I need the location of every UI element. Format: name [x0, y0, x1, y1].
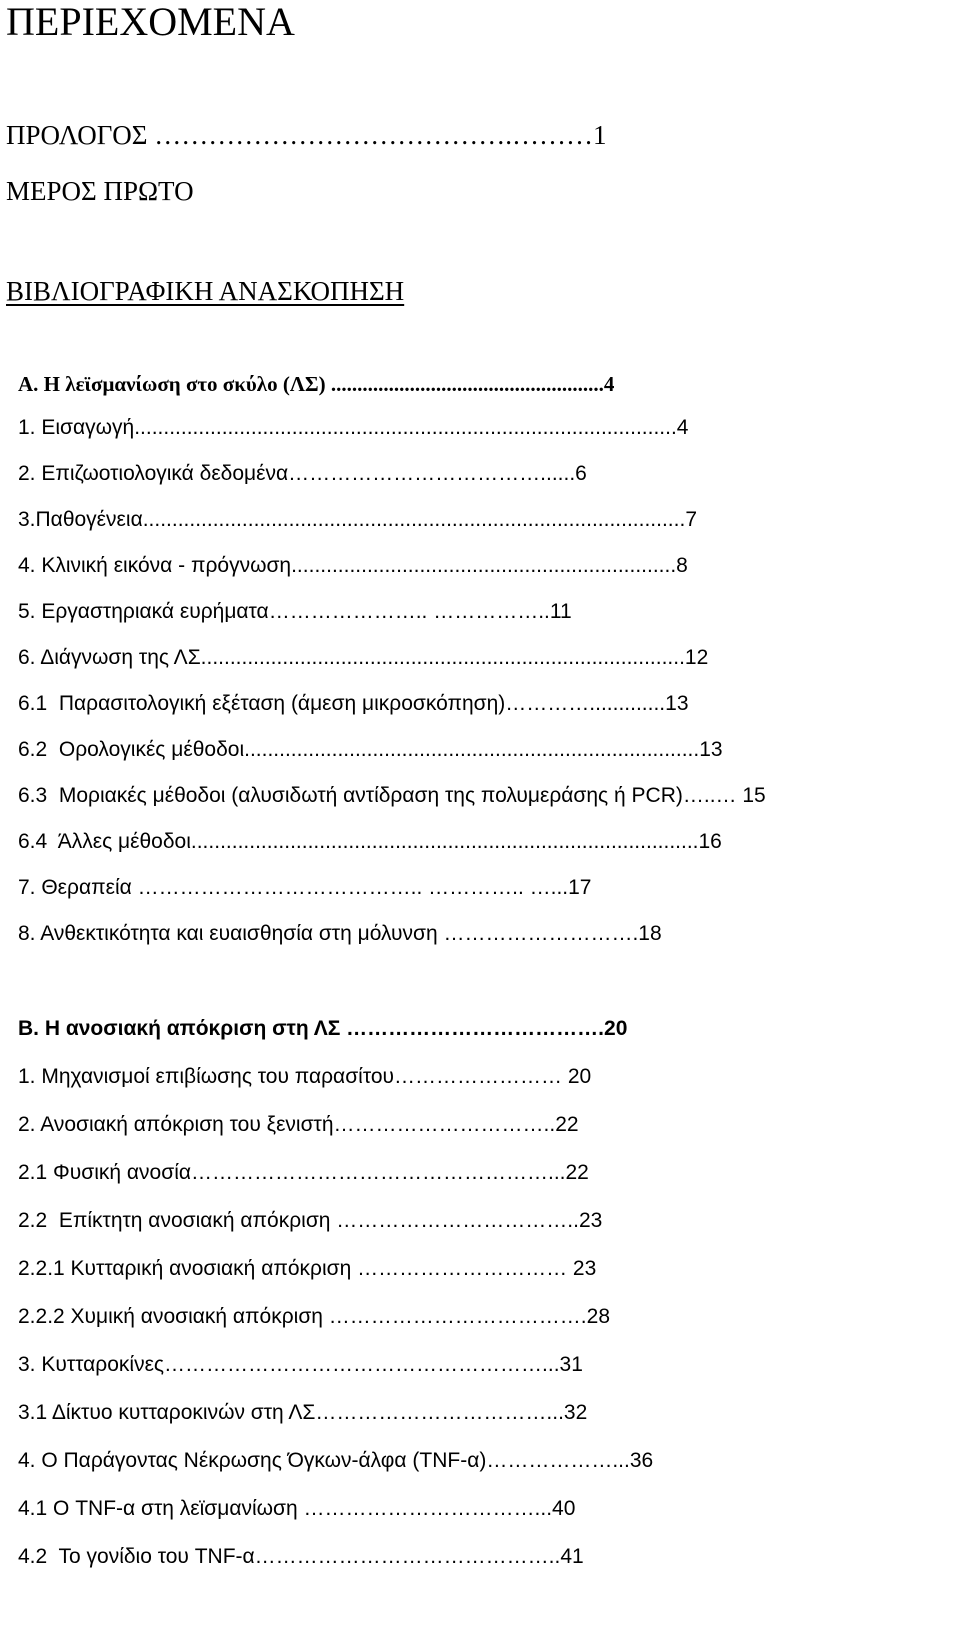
toc-entry[interactable]: 2.2.1 Κυτταρική ανοσιακή απόκριση ………………………… 23	[18, 1257, 597, 1280]
toc-entry[interactable]: 3.1 Δίκτυο κυτταροκινών στη ΛΣ……………………………...32	[18, 1401, 588, 1424]
toc-entry[interactable]: 7. Θεραπεία ………………………………….. ………….. …...17	[18, 876, 592, 899]
toc-entry[interactable]: 4.2 Το γονίδιο του TNF-α……………………………………..41	[18, 1545, 584, 1568]
toc-entry[interactable]: 8. Ανθεκτικότητα και ευαισθησία στη μόλυνση ……………………….18	[18, 922, 662, 945]
toc-entry[interactable]: 2.2.2 Χυμική ανοσιακή απόκριση ……………………………….28	[18, 1305, 610, 1328]
toc-entry[interactable]: 4. Κλινική εικόνα - πρόγνωση..................................................................8	[18, 554, 688, 577]
toc-entry[interactable]: 2. Επιζωοτιολογικά δεδομένα………………………………......6	[18, 462, 587, 485]
toc-section-a[interactable]: Α. Η λεϊσμανίωση στο σκύλο (ΛΣ) ....................................................4	[18, 372, 615, 396]
section-heading-review: ΒΙΒΛΙΟΓΡΑΦΙΚΗ ΑΝΑΣΚΟΠΗΣΗ	[6, 276, 405, 306]
toc-entry[interactable]: 6.3 Μοριακές μέθοδοι (αλυσιδωτή αντίδραση της πολυμεράσης ή PCR)…..… 15	[18, 784, 766, 807]
toc-entry[interactable]: 6.2 Ορολογικές μέθοδοι..............................................................................13	[18, 738, 723, 761]
toc-entry[interactable]: 6.1 Παρασιτολογική εξέταση (άμεση μικροσκόπηση)………….............13	[18, 692, 689, 715]
toc-entry-prologue[interactable]: ΠΡΟΛΟΓΟΣ ………………………………….………1	[6, 120, 607, 150]
toc-entry[interactable]: 1. Εισαγωγή.............................................................................................4	[18, 416, 689, 439]
toc-entry[interactable]: 5. Εργαστηριακά ευρήματα………………….. ……………..11	[18, 600, 572, 623]
page-title: ΠΕΡΙΕΧΟΜΕΝΑ	[6, 0, 295, 44]
toc-section-b[interactable]: Β. Η ανοσιακή απόκριση στη ΛΣ ……………………………….20	[18, 1017, 628, 1040]
toc-entry[interactable]: 2.1 Φυσική ανοσία……………………………………………...22	[18, 1161, 589, 1184]
toc-entry[interactable]: 4.1 Ο TNF-α στη λεϊσμανίωση ……………………………...40	[18, 1497, 576, 1520]
toc-entry[interactable]: 3. Κυτταροκίνες………………………………………………...31	[18, 1353, 583, 1376]
toc-entry[interactable]: 2.2 Επίκτητη ανοσιακή απόκριση ……………………………..23	[18, 1209, 603, 1232]
toc-entry[interactable]: 1. Μηχανισμοί επιβίωσης του παρασίτου…………………… 20	[18, 1065, 592, 1088]
toc-entry[interactable]: 4. Ο Παράγοντας Νέκρωσης Όγκων-άλφα (TNF-α)………………...36	[18, 1449, 654, 1472]
part-heading: ΜΕΡΟΣ ΠΡΩΤΟ	[6, 176, 194, 206]
toc-entry[interactable]: 3.Παθογένεια.............................................................................................7	[18, 508, 697, 531]
toc-entry[interactable]: 2. Ανοσιακή απόκριση του ξενιστή…………………………..22	[18, 1113, 579, 1136]
toc-entry[interactable]: 6. Διάγνωση της ΛΣ...................................................................................12	[18, 646, 709, 669]
toc-entry[interactable]: 6.4 Άλλες μέθοδοι.......................................................................................16	[18, 830, 722, 853]
